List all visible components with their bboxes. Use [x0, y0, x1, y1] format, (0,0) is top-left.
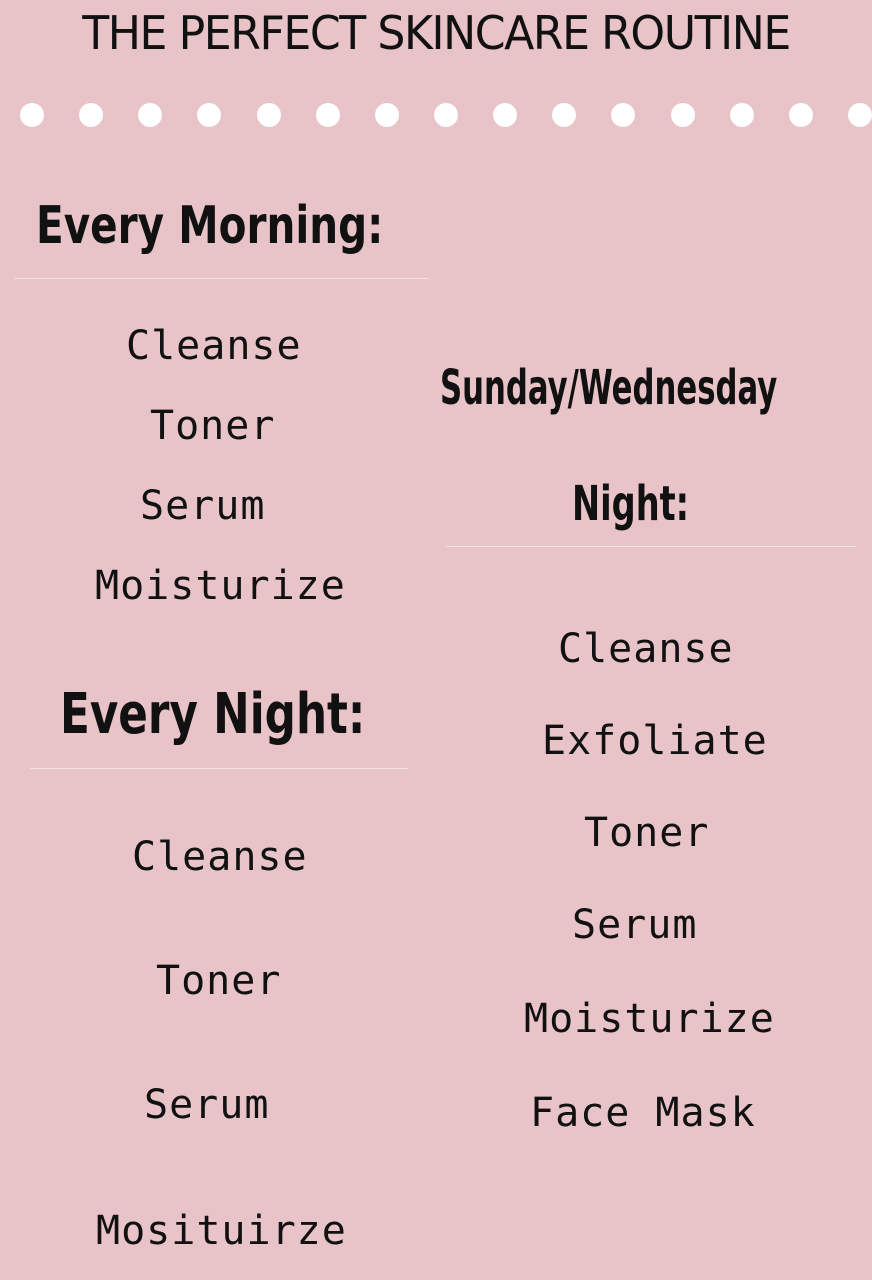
special-rule	[446, 546, 856, 547]
morning-item-toner: Toner	[150, 403, 276, 449]
morning-item-cleanse: Cleanse	[126, 323, 302, 369]
dot-2	[79, 103, 103, 127]
dot-14	[789, 103, 813, 127]
special-item-serum: Serum	[572, 902, 698, 948]
dot-8	[434, 103, 458, 127]
night-item-cleanse: Cleanse	[132, 834, 308, 880]
special-item-cleanse: Cleanse	[558, 626, 734, 672]
dot-4	[197, 103, 221, 127]
morning-heading: Every Morning:	[36, 196, 384, 256]
special-heading-line1: Sunday/Wednesday	[440, 360, 778, 416]
night-item-toner: Toner	[156, 958, 282, 1004]
dot-3	[138, 103, 162, 127]
dot-12	[671, 103, 695, 127]
morning-rule	[14, 278, 428, 279]
special-item-moisturize: Moisturize	[524, 996, 775, 1042]
night-item-mosituirze: Mosituirze	[96, 1208, 347, 1254]
night-heading: Every Night:	[60, 682, 366, 747]
morning-item-moisturize: Moisturize	[95, 563, 346, 609]
dot-5	[257, 103, 281, 127]
dot-7	[375, 103, 399, 127]
dot-13	[730, 103, 754, 127]
night-item-serum: Serum	[144, 1082, 270, 1128]
dot-9	[493, 103, 517, 127]
page-title: THE PERFECT SKINCARE ROUTINE	[82, 6, 790, 60]
special-item-toner: Toner	[584, 810, 710, 856]
special-heading-line2: Night:	[572, 476, 690, 532]
dot-10	[552, 103, 576, 127]
dot-6	[316, 103, 340, 127]
night-rule	[30, 768, 408, 769]
dot-divider	[20, 102, 872, 128]
dot-11	[611, 103, 635, 127]
dot-1	[20, 103, 44, 127]
special-item-exfoliate: Exfoliate	[542, 718, 768, 764]
special-item-face-mask: Face Mask	[530, 1090, 756, 1136]
morning-item-serum: Serum	[140, 483, 266, 529]
dot-15	[848, 103, 872, 127]
